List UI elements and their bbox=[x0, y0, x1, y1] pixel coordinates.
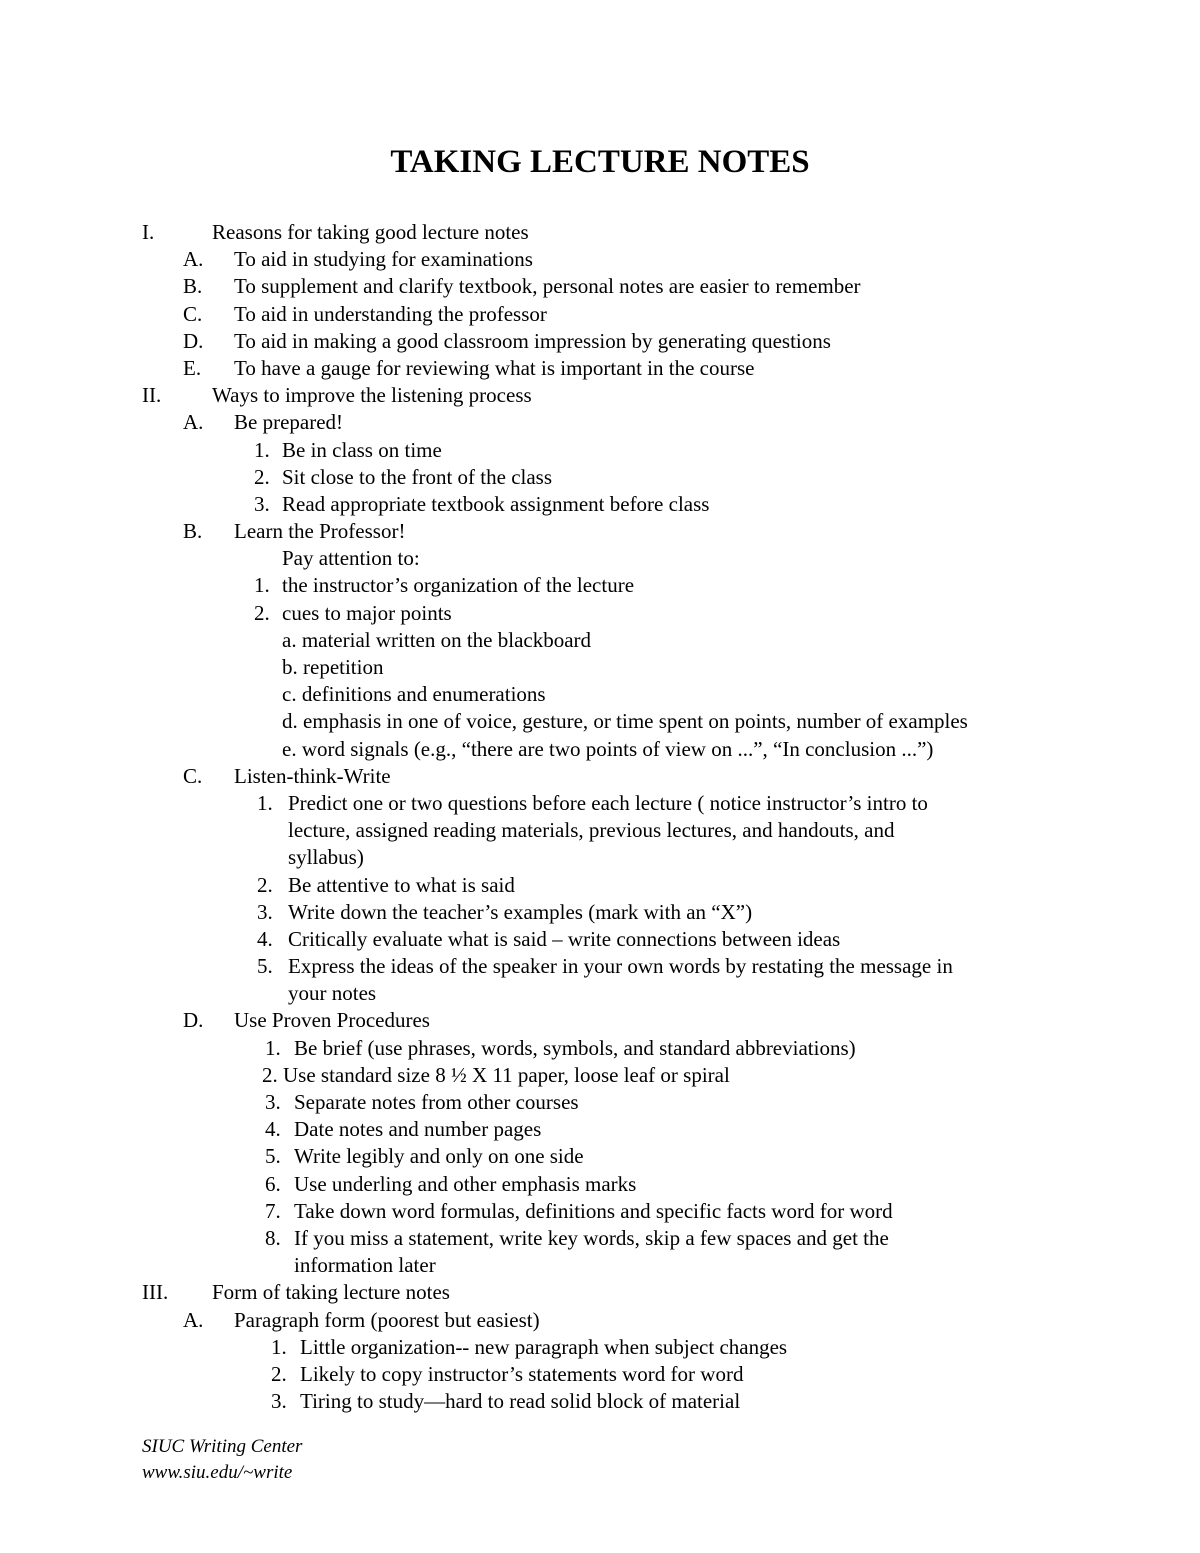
outline-label: 3. bbox=[254, 491, 270, 516]
outline-text: Tiring to study—hard to read solid block of material bbox=[300, 1389, 741, 1414]
outline-label: 1. bbox=[254, 573, 270, 598]
outline-text: Learn the Professor! bbox=[234, 519, 406, 544]
outline-line bbox=[0, 1171, 1200, 1198]
outline-label: B. bbox=[183, 519, 203, 544]
outline-line bbox=[0, 654, 1200, 681]
outline-line bbox=[0, 1252, 1200, 1279]
outline-text: Predict one or two questions before each lecture ( notice instructor’s intro to bbox=[288, 790, 928, 815]
outline-line bbox=[0, 1035, 1200, 1062]
outline-line bbox=[0, 246, 1200, 273]
outline-line bbox=[0, 1007, 1200, 1034]
footer bbox=[142, 1434, 302, 1486]
outline-line bbox=[0, 273, 1200, 300]
outline-text: 2. Use standard size 8 ½ X 11 paper, loose leaf or spiral bbox=[262, 1062, 730, 1087]
outline-line bbox=[0, 491, 1200, 518]
outline-line bbox=[0, 763, 1200, 790]
outline-line bbox=[0, 355, 1200, 382]
outline-label: 2. bbox=[257, 872, 273, 897]
outline-text: If you miss a statement, write key words, skip a few spaces and get the bbox=[294, 1225, 889, 1250]
outline-label: 1. bbox=[265, 1035, 281, 1060]
outline-line bbox=[0, 1388, 1200, 1415]
outline-label: II. bbox=[142, 383, 162, 408]
outline-line bbox=[0, 980, 1200, 1007]
outline-label: B. bbox=[183, 274, 203, 299]
outline-line bbox=[0, 1062, 1200, 1089]
outline-label: 3. bbox=[271, 1389, 287, 1414]
outline-line bbox=[0, 1116, 1200, 1143]
outline-line bbox=[0, 1089, 1200, 1116]
outline-line bbox=[0, 681, 1200, 708]
outline-text: Listen-think-Write bbox=[234, 763, 391, 788]
outline-text: your notes bbox=[288, 981, 377, 1006]
outline-text: To supplement and clarify textbook, personal notes are easier to remember bbox=[234, 274, 861, 299]
outline-text: Reasons for taking good lecture notes bbox=[212, 220, 529, 244]
outline-text: Sit close to the front of the class bbox=[282, 464, 553, 489]
outline-line bbox=[0, 1361, 1200, 1388]
outline-label: 5. bbox=[265, 1144, 281, 1169]
outline-line bbox=[0, 301, 1200, 328]
outline-text: b. repetition bbox=[282, 655, 384, 679]
outline-line bbox=[0, 572, 1200, 599]
outline-text: lecture, assigned reading materials, previous lectures, and handouts, and bbox=[288, 818, 895, 843]
outline-text: Critically evaluate what is said – write connections between ideas bbox=[288, 926, 841, 951]
footer-url: www.siu.edu/~write bbox=[142, 1462, 293, 1483]
outline-text: Little organization-- new paragraph when subject changes bbox=[300, 1334, 788, 1359]
outline-text: d. emphasis in one of voice, gesture, or time spent on points, number of examples bbox=[282, 709, 968, 734]
outline-text: c. definitions and enumerations bbox=[282, 682, 546, 707]
outline-label: 4. bbox=[265, 1117, 281, 1142]
outline-line bbox=[0, 790, 1200, 817]
outline-text: cues to major points bbox=[282, 600, 452, 625]
outline-label: A. bbox=[183, 247, 204, 272]
outline-text: To have a gauge for reviewing what is important in the course bbox=[234, 355, 755, 380]
outline-text: Use Proven Procedures bbox=[234, 1008, 430, 1033]
page-title: TAKING LECTURE NOTES bbox=[390, 144, 810, 180]
outline-label: 7. bbox=[265, 1198, 281, 1223]
outline-line bbox=[0, 464, 1200, 491]
outline-label: 2. bbox=[271, 1361, 287, 1386]
footer-org: SIUC Writing Center bbox=[142, 1436, 303, 1457]
outline-label: D. bbox=[183, 328, 204, 353]
outline-line bbox=[0, 1225, 1200, 1252]
outline-label: 4. bbox=[257, 926, 273, 951]
outline-line bbox=[0, 736, 1200, 763]
outline bbox=[0, 219, 1200, 1415]
outline-label: 1. bbox=[254, 437, 270, 462]
outline-text: Be in class on time bbox=[282, 437, 442, 462]
outline-text: Be prepared! bbox=[234, 410, 344, 435]
outline-text: a. material written on the blackboard bbox=[282, 627, 592, 652]
outline-text: information later bbox=[294, 1253, 436, 1278]
outline-label: 1. bbox=[271, 1334, 287, 1359]
outline-line bbox=[0, 844, 1200, 871]
outline-line bbox=[0, 1143, 1200, 1170]
outline-text: Be attentive to what is said bbox=[288, 872, 515, 897]
outline-text: syllabus) bbox=[288, 845, 364, 870]
outline-line bbox=[0, 899, 1200, 926]
outline-line bbox=[0, 1334, 1200, 1361]
outline-text: Write down the teacher’s examples (mark with an “X”) bbox=[288, 899, 753, 924]
outline-label: III. bbox=[142, 1280, 169, 1305]
outline-line bbox=[0, 817, 1200, 844]
outline-text: To aid in making a good classroom impression by generating questions bbox=[234, 328, 831, 353]
outline-label: I. bbox=[142, 220, 155, 244]
outline-text: Use underling and other emphasis marks bbox=[294, 1171, 637, 1196]
outline-text: Paragraph form (poorest but easiest) bbox=[234, 1307, 540, 1332]
outline-text: Express the ideas of the speaker in your own words by restating the message in bbox=[288, 954, 953, 979]
outline-label: 2. bbox=[254, 600, 270, 625]
outline-label: C. bbox=[183, 763, 203, 788]
outline-line bbox=[0, 409, 1200, 436]
outline-label: 1. bbox=[257, 790, 273, 815]
outline-text: Separate notes from other courses bbox=[294, 1090, 579, 1114]
outline-label: A. bbox=[183, 410, 204, 435]
outline-text: Read appropriate textbook assignment before class bbox=[282, 491, 710, 516]
outline-line bbox=[0, 627, 1200, 654]
outline-label: 3. bbox=[265, 1090, 281, 1114]
outline-line bbox=[0, 437, 1200, 464]
outline-text: Date notes and number pages bbox=[294, 1117, 542, 1142]
outline-text: Likely to copy instructor’s statements word for word bbox=[300, 1361, 744, 1386]
outline-label: 6. bbox=[265, 1171, 281, 1196]
outline-text: Pay attention to: bbox=[282, 546, 420, 571]
outline-line bbox=[0, 1307, 1200, 1334]
outline-label: C. bbox=[183, 301, 203, 326]
outline-line bbox=[0, 1198, 1200, 1225]
outline-label: D. bbox=[183, 1008, 204, 1033]
outline-text: Ways to improve the listening process bbox=[212, 383, 532, 408]
outline-line bbox=[0, 545, 1200, 572]
outline-line bbox=[0, 518, 1200, 545]
outline-line bbox=[0, 328, 1200, 355]
outline-label: A. bbox=[183, 1307, 204, 1332]
outline-text: To aid in understanding the professor bbox=[234, 301, 547, 326]
outline-line bbox=[0, 708, 1200, 735]
outline-line bbox=[0, 926, 1200, 953]
outline-label: 2. bbox=[254, 464, 270, 489]
outline-text: Write legibly and only on one side bbox=[294, 1144, 584, 1169]
outline-label: E. bbox=[183, 355, 202, 380]
outline-line bbox=[0, 382, 1200, 409]
outline-text: the instructor’s organization of the lecture bbox=[282, 573, 635, 598]
outline-line bbox=[0, 219, 1200, 246]
outline-line bbox=[0, 600, 1200, 627]
outline-text: Take down word formulas, definitions and specific facts word for word bbox=[294, 1198, 893, 1223]
outline-line bbox=[0, 953, 1200, 980]
outline-text: e. word signals (e.g., “there are two points of view on ...”, “In conclusion ...”) bbox=[282, 736, 934, 761]
outline-line bbox=[0, 1279, 1200, 1306]
outline-line bbox=[0, 872, 1200, 899]
outline-label: 8. bbox=[265, 1225, 281, 1250]
outline-text: Form of taking lecture notes bbox=[212, 1280, 450, 1305]
outline-text: Be brief (use phrases, words, symbols, and standard abbreviations) bbox=[294, 1035, 856, 1060]
outline-label: 3. bbox=[257, 899, 273, 924]
outline-label: 5. bbox=[257, 954, 273, 979]
outline-text: To aid in studying for examinations bbox=[234, 247, 533, 272]
